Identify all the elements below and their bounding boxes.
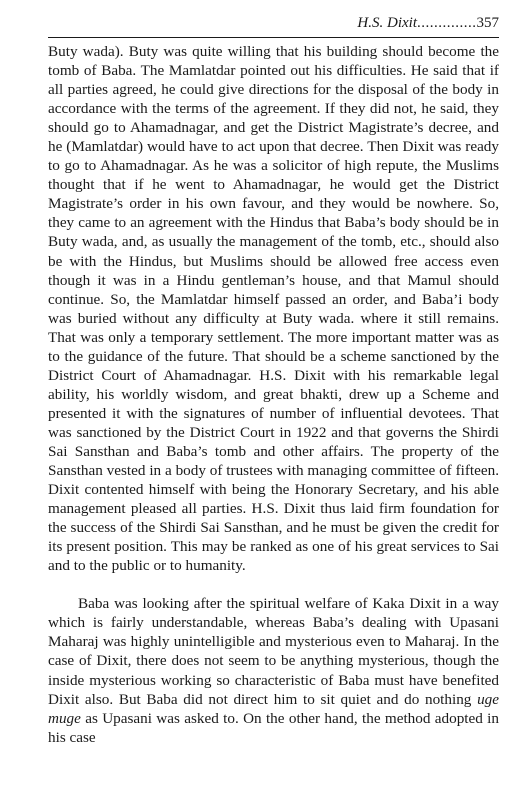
running-head-leader: ..............	[417, 15, 477, 31]
body-paragraph-2	[48, 594, 499, 746]
paragraph-2-text-after: as Upasani was asked to. On the other hand, the method adopted in his case	[48, 709, 499, 746]
running-head-title: H.S. Dixit	[357, 15, 417, 31]
book-page	[48, 14, 499, 747]
italic-phrase: uge muge	[48, 690, 499, 727]
body-paragraph-1: Buty wada). Buty was quite willing that his building should become the tomb of Baba. The Mamlatdar pointed out his difficulties. He said that if all parties agreed, he could give directions for the disposal of the body in accordance with the terms of the agreement. If they did not, he said, they should go to Ahamadnagar, and get the District Magistrate’s decree, and he (Mamlatdar) would have to act upon that decree. Then Dixit was ready to go to Ahamadnagar. As he was a solicitor of high repute, the Muslims thought that if he went to Ahamadnagar, he would get the District Magistrate’s order in his own favour, and they would be nowhere. So, they came to an agreement with the Hindus that Baba’s body should be in Buty wada, and, as usually the management of the tomb, etc., should also be with the Hindus, but Muslims should be allowed free access even though it was in a Hindu gentleman’s house, and that Mamul should continue. So, the Mamlatdar himself passed an order, and Baba’i body was buried without any difficulty at Buty wada. where it still remains. That was only a temporary settlement. The more important matter was as to the guidance of the future. That should be a scheme sanctioned by the District Court of Ahamadnagar. H.S. Dixit with his remarkable legal ability, his worldly wisdom, and great bhakti, drew up a Scheme and presented it with the signatures of number of influential devotees. That was sanctioned by the District Court in 1922 and that governs the Shirdi Sai Sansthan and Baba’s tomb and other affairs. The property of the Sansthan vested in a body of trustees with managing committee of fifteen. Dixit contented himself with being the Honorary Secretary, and his able management pleased all parties. H.S. Dixit thus laid firm foundation for the success of the Shirdi Sai Sansthan, and he must be given the credit for its present position. This may be ranked as one of his great services to Sai and to the public or to humanity.	[48, 43, 499, 575]
paragraph-2-text-before: Baba was looking after the spiritual welfare of Kaka Dixit in a way which is fairly understandable, whereas Baba’s dealing with Upasani Maharaj was highly unintelligible and mysterious even to Maharaj. In the case of Dixit, there does not seem to be anything mysterious, though the inside mysterious working so characteristic of Baba must have benefited Dixit also. But Baba did not direct him to sit quiet and do nothing	[48, 595, 499, 708]
header-rule	[48, 37, 499, 38]
page-number: 357	[476, 15, 499, 31]
running-head	[48, 14, 499, 35]
